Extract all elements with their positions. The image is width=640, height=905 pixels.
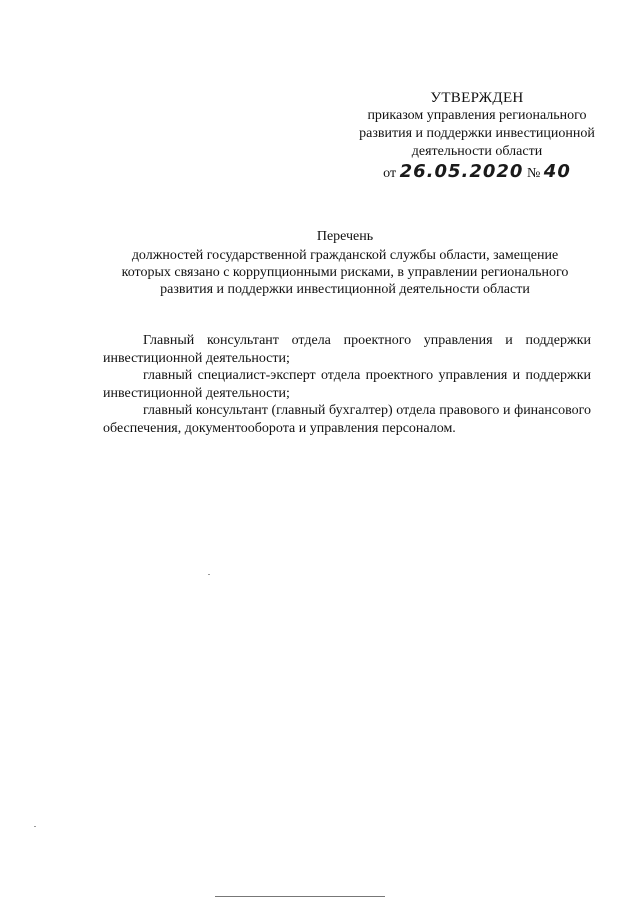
list-subheading-line-2: которых связано с коррупционными рисками, в управлении регионального [121,265,569,280]
scan-edge-line [215,896,385,897]
positions-list [103,332,591,437]
approval-title: УТВЕРЖДЕН [430,90,524,106]
approval-order-line-3: деятельности области [411,144,543,159]
approval-order-line-2: развития и поддержки инвестиционной [359,126,595,141]
list-subheading-line-1: должностей государственной гражданской службы области, замещение [131,248,559,263]
number-label: № [526,166,541,181]
list-subheading-line-3: развития и поддержки инвестиционной деятельности области [160,282,530,297]
handwritten-date: 26.05.2020 [399,161,524,182]
scan-speck [208,574,210,575]
scan-speck [34,826,36,827]
position-item: Главный консультант отдела проектного управления и поддержки инвестиционной деятельности; [103,333,591,366]
position-item: главный специалист-эксперт отдела проектного управления и поддержки инвестиционной деятельности; [103,368,591,401]
approval-date-line [332,163,622,183]
list-header [100,228,590,298]
approval-order-line-1: приказом управления регионального [367,108,587,123]
handwritten-number: 40 [543,161,571,182]
date-prefix: от [383,166,397,181]
approval-stamp [332,89,622,183]
list-heading: Перечень [316,229,374,244]
position-item: главный консультант (главный бухгалтер) отдела правового и финансового обеспечения, документооборота и управления персоналом. [103,403,591,436]
